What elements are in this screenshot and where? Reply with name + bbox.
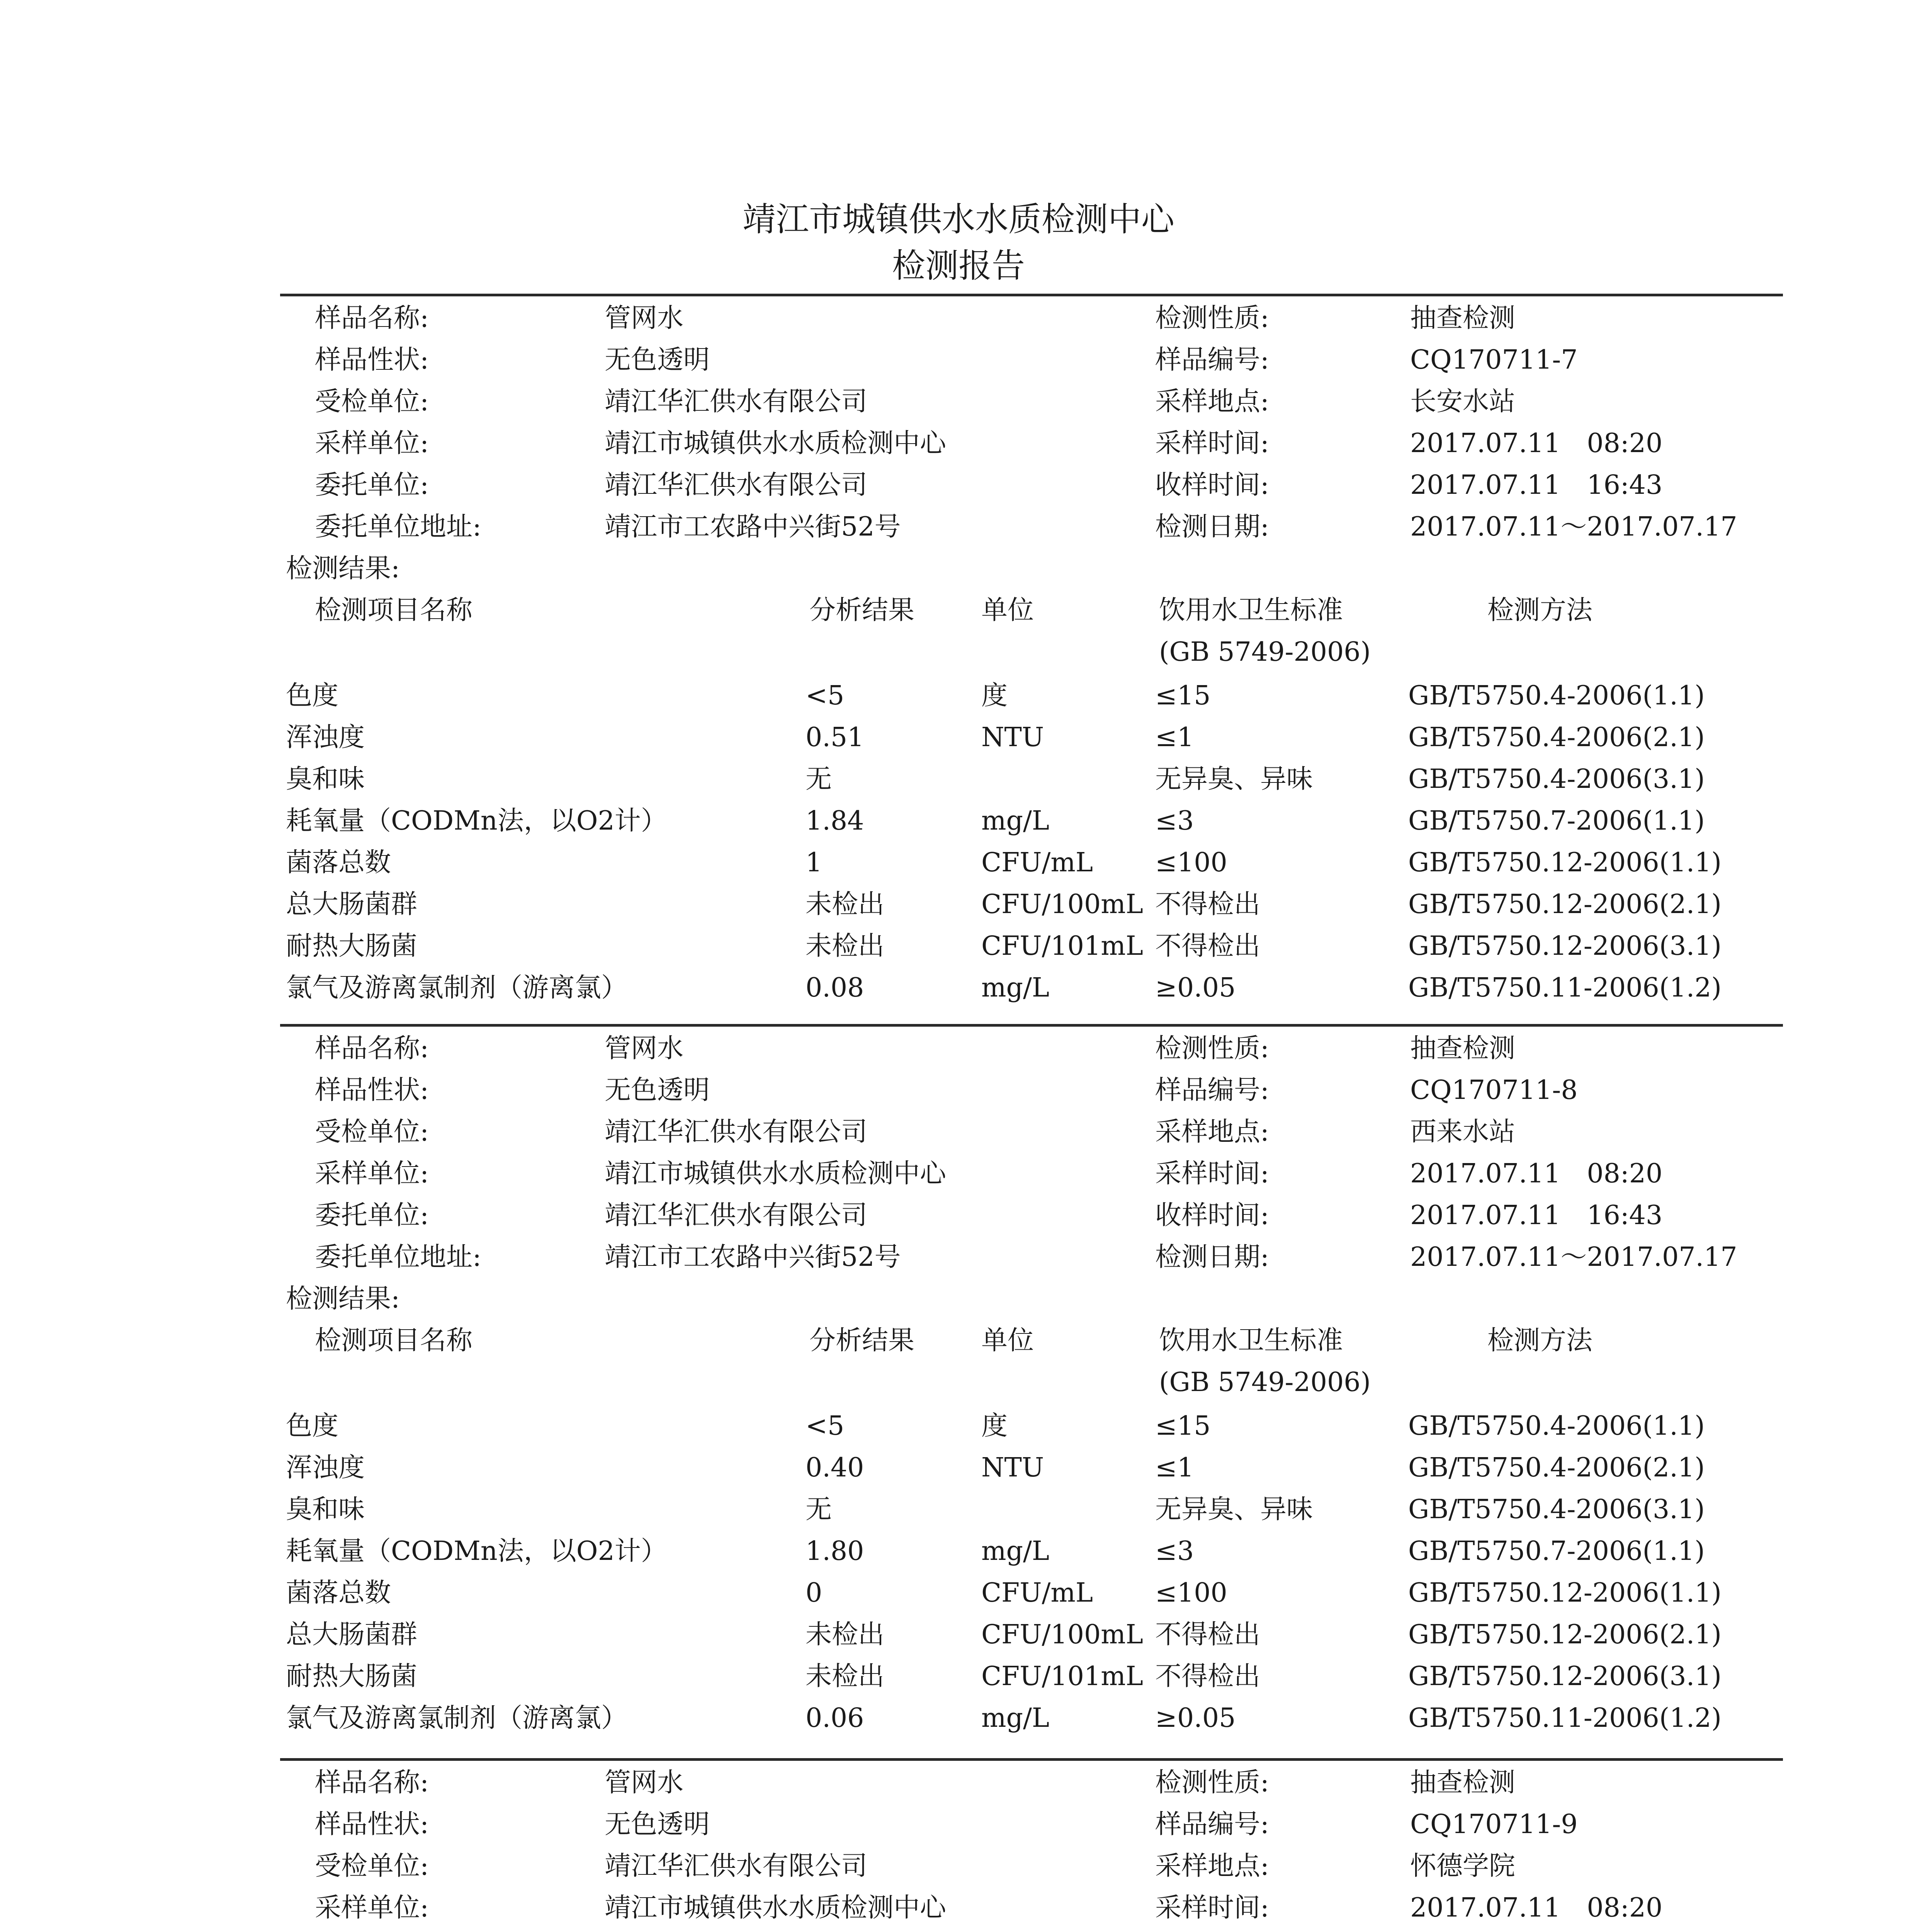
report-title: 检测报告 xyxy=(892,247,1025,285)
field-label: 委托单位: xyxy=(315,1200,429,1231)
result-standard: ≤3 xyxy=(1155,1536,1194,1566)
result-result: 1 xyxy=(806,847,823,878)
result-method: GB/T5750.12-2006(1.1) xyxy=(1408,847,1722,878)
result-method: GB/T5750.4-2006(2.1) xyxy=(1408,722,1705,753)
result-standard: ≤1 xyxy=(1155,1452,1194,1483)
result-item: 氯气及游离氯制剂（游离氯） xyxy=(286,973,628,1003)
result-unit: 度 xyxy=(981,1411,1008,1441)
result-item: 耐热大肠菌 xyxy=(286,1661,418,1692)
field-label: 样品性状: xyxy=(315,1075,429,1105)
field-label: 检测日期: xyxy=(1155,512,1269,542)
result-result: 0.08 xyxy=(806,973,864,1003)
result-unit: mg/L xyxy=(981,1703,1050,1733)
field-value: 管网水 xyxy=(605,303,684,333)
field-value: 靖江华汇供水有限公司 xyxy=(605,1117,868,1147)
field-value: 靖江市城镇供水水质检测中心 xyxy=(605,1158,947,1189)
column-header-standard-code: (GB 5749-2006) xyxy=(1159,1367,1371,1398)
result-unit: CFU/100mL xyxy=(981,1619,1143,1650)
org-title: 靖江市城镇供水水质检测中心 xyxy=(743,200,1174,239)
field-value: 2017.07.11～2017.07.17 xyxy=(1410,1242,1737,1272)
result-method: GB/T5750.11-2006(1.2) xyxy=(1408,973,1722,1003)
result-item: 总大肠菌群 xyxy=(286,1619,418,1650)
result-unit: mg/L xyxy=(981,806,1050,836)
column-header-standard: 饮用水卫生标准 xyxy=(1159,1325,1343,1356)
column-header-method: 检测方法 xyxy=(1487,1325,1593,1356)
field-value: 长安水站 xyxy=(1410,386,1516,417)
field-label: 样品性状: xyxy=(315,1809,429,1840)
section-divider xyxy=(280,294,1783,296)
field-label: 检测性质: xyxy=(1155,1767,1269,1798)
result-standard: ≥0.05 xyxy=(1155,1703,1236,1733)
field-label: 采样单位: xyxy=(315,1158,429,1189)
result-standard: ≥0.05 xyxy=(1155,973,1236,1003)
result-result: 0.51 xyxy=(806,722,864,753)
result-result: 1.80 xyxy=(806,1536,864,1566)
result-result: <5 xyxy=(806,1411,845,1441)
field-value: 无色透明 xyxy=(605,1075,710,1105)
result-standard: 不得检出 xyxy=(1155,1619,1261,1650)
result-unit: CFU/mL xyxy=(981,1578,1093,1608)
result-method: GB/T5750.4-2006(3.1) xyxy=(1408,1494,1705,1525)
result-unit: 度 xyxy=(981,680,1008,711)
result-item: 臭和味 xyxy=(286,764,365,794)
field-value: 靖江市城镇供水水质检测中心 xyxy=(605,428,947,459)
field-label: 样品名称: xyxy=(315,303,429,333)
field-value: 管网水 xyxy=(605,1033,684,1064)
result-item: 菌落总数 xyxy=(286,1578,391,1608)
field-value: 西来水站 xyxy=(1410,1117,1516,1147)
result-standard: ≤1 xyxy=(1155,722,1194,753)
result-result: 未检出 xyxy=(806,1619,885,1650)
result-standard: 不得检出 xyxy=(1155,931,1261,961)
field-value: 靖江华汇供水有限公司 xyxy=(605,470,868,500)
column-header-item: 检测项目名称 xyxy=(315,595,473,626)
field-label: 采样地点: xyxy=(1155,386,1269,417)
result-standard: 不得检出 xyxy=(1155,1661,1261,1692)
result-result: 1.84 xyxy=(806,806,864,836)
result-result: <5 xyxy=(806,680,845,711)
result-standard: ≤15 xyxy=(1155,680,1211,711)
result-item: 耐热大肠菌 xyxy=(286,931,418,961)
result-result: 0.06 xyxy=(806,1703,864,1733)
field-label: 样品编号: xyxy=(1155,345,1269,375)
result-method: GB/T5750.11-2006(1.2) xyxy=(1408,1703,1722,1733)
result-unit: NTU xyxy=(981,722,1044,753)
column-header-result: 分析结果 xyxy=(809,1325,915,1356)
field-label: 检测性质: xyxy=(1155,303,1269,333)
field-label: 样品性状: xyxy=(315,345,429,375)
result-result: 未检出 xyxy=(806,889,885,920)
result-item: 总大肠菌群 xyxy=(286,889,418,920)
result-item: 菌落总数 xyxy=(286,847,391,878)
result-result: 无 xyxy=(806,764,832,794)
column-header-unit: 单位 xyxy=(981,595,1034,626)
result-result: 未检出 xyxy=(806,931,885,961)
result-item: 氯气及游离氯制剂（游离氯） xyxy=(286,1703,628,1733)
result-item: 浑浊度 xyxy=(286,722,365,753)
field-value: CQ170711-7 xyxy=(1410,345,1578,375)
field-value: 靖江市城镇供水水质检测中心 xyxy=(605,1893,947,1923)
field-label: 采样时间: xyxy=(1155,1893,1269,1923)
field-label: 采样时间: xyxy=(1155,1158,1269,1189)
result-standard: ≤3 xyxy=(1155,806,1194,836)
field-value: CQ170711-9 xyxy=(1410,1809,1578,1840)
result-standard: ≤100 xyxy=(1155,847,1227,878)
field-value: 抽查检测 xyxy=(1410,1033,1516,1064)
results-heading: 检测结果: xyxy=(286,1284,400,1314)
field-value: 2017.07.11 08:20 xyxy=(1410,1893,1663,1923)
field-label: 委托单位地址: xyxy=(315,1242,481,1272)
field-value: 抽查检测 xyxy=(1410,303,1516,333)
field-value: 管网水 xyxy=(605,1767,684,1798)
result-item: 耗氧量（CODMn法，以O2计） xyxy=(286,806,667,836)
field-label: 收样时间: xyxy=(1155,470,1269,500)
column-header-result: 分析结果 xyxy=(809,595,915,626)
field-value: 靖江华汇供水有限公司 xyxy=(605,386,868,417)
section-divider xyxy=(280,1024,1783,1027)
result-item: 臭和味 xyxy=(286,1494,365,1525)
field-value: 靖江华汇供水有限公司 xyxy=(605,1200,868,1231)
result-result: 未检出 xyxy=(806,1661,885,1692)
field-value: 抽查检测 xyxy=(1410,1767,1516,1798)
field-value: 2017.07.11 16:43 xyxy=(1410,470,1663,500)
result-item: 耗氧量（CODMn法，以O2计） xyxy=(286,1536,667,1566)
field-value: 无色透明 xyxy=(605,1809,710,1840)
result-standard: 不得检出 xyxy=(1155,889,1261,920)
result-method: GB/T5750.12-2006(3.1) xyxy=(1408,931,1722,961)
field-value: CQ170711-8 xyxy=(1410,1075,1578,1105)
result-method: GB/T5750.4-2006(2.1) xyxy=(1408,1452,1705,1483)
field-value: 2017.07.11～2017.07.17 xyxy=(1410,512,1737,542)
field-label: 样品名称: xyxy=(315,1767,429,1798)
results-heading: 检测结果: xyxy=(286,553,400,584)
result-method: GB/T5750.12-2006(3.1) xyxy=(1408,1661,1722,1692)
result-result: 无 xyxy=(806,1494,832,1525)
result-standard: 无异臭、异味 xyxy=(1155,1494,1313,1525)
result-method: GB/T5750.7-2006(1.1) xyxy=(1408,806,1705,836)
result-unit: mg/L xyxy=(981,1536,1050,1566)
field-value: 靖江市工农路中兴街52号 xyxy=(605,1242,901,1272)
result-result: 0.40 xyxy=(806,1452,864,1483)
result-item: 色度 xyxy=(286,1411,339,1441)
result-standard: 无异臭、异味 xyxy=(1155,764,1313,794)
field-label: 受检单位: xyxy=(315,386,429,417)
field-value: 无色透明 xyxy=(605,345,710,375)
column-header-item: 检测项目名称 xyxy=(315,1325,473,1356)
result-method: GB/T5750.4-2006(3.1) xyxy=(1408,764,1705,794)
result-standard: ≤100 xyxy=(1155,1578,1227,1608)
field-label: 检测日期: xyxy=(1155,1242,1269,1272)
field-value: 2017.07.11 08:20 xyxy=(1410,1158,1663,1189)
result-unit: NTU xyxy=(981,1452,1044,1483)
column-header-standard: 饮用水卫生标准 xyxy=(1159,595,1343,626)
field-value: 怀德学院 xyxy=(1410,1851,1516,1881)
result-unit: CFU/mL xyxy=(981,847,1093,878)
result-method: GB/T5750.12-2006(2.1) xyxy=(1408,889,1722,920)
result-result: 0 xyxy=(806,1578,823,1608)
field-label: 检测性质: xyxy=(1155,1033,1269,1064)
result-item: 色度 xyxy=(286,680,339,711)
field-label: 受检单位: xyxy=(315,1117,429,1147)
field-label: 采样地点: xyxy=(1155,1117,1269,1147)
field-value: 靖江华汇供水有限公司 xyxy=(605,1851,868,1881)
result-method: GB/T5750.4-2006(1.1) xyxy=(1408,680,1705,711)
field-label: 样品编号: xyxy=(1155,1809,1269,1840)
field-label: 委托单位: xyxy=(315,470,429,500)
field-label: 采样地点: xyxy=(1155,1851,1269,1881)
field-label: 委托单位地址: xyxy=(315,512,481,542)
field-label: 收样时间: xyxy=(1155,1200,1269,1231)
result-unit: CFU/101mL xyxy=(981,1661,1143,1692)
field-label: 样品名称: xyxy=(315,1033,429,1064)
field-label: 受检单位: xyxy=(315,1851,429,1881)
field-value: 2017.07.11 08:20 xyxy=(1410,428,1663,459)
column-header-unit: 单位 xyxy=(981,1325,1034,1356)
field-label: 采样单位: xyxy=(315,428,429,459)
result-method: GB/T5750.12-2006(2.1) xyxy=(1408,1619,1722,1650)
result-unit: mg/L xyxy=(981,973,1050,1003)
field-label: 采样时间: xyxy=(1155,428,1269,459)
column-header-standard-code: (GB 5749-2006) xyxy=(1159,637,1371,667)
section-divider xyxy=(280,1758,1783,1761)
result-method: GB/T5750.12-2006(1.1) xyxy=(1408,1578,1722,1608)
field-value: 靖江市工农路中兴街52号 xyxy=(605,512,901,542)
field-label: 采样单位: xyxy=(315,1893,429,1923)
field-value: 2017.07.11 16:43 xyxy=(1410,1200,1663,1231)
column-header-method: 检测方法 xyxy=(1487,595,1593,626)
result-method: GB/T5750.4-2006(1.1) xyxy=(1408,1411,1705,1441)
field-label: 样品编号: xyxy=(1155,1075,1269,1105)
result-standard: ≤15 xyxy=(1155,1411,1211,1441)
result-item: 浑浊度 xyxy=(286,1452,365,1483)
result-unit: CFU/100mL xyxy=(981,889,1143,920)
result-unit: CFU/101mL xyxy=(981,931,1143,961)
result-method: GB/T5750.7-2006(1.1) xyxy=(1408,1536,1705,1566)
